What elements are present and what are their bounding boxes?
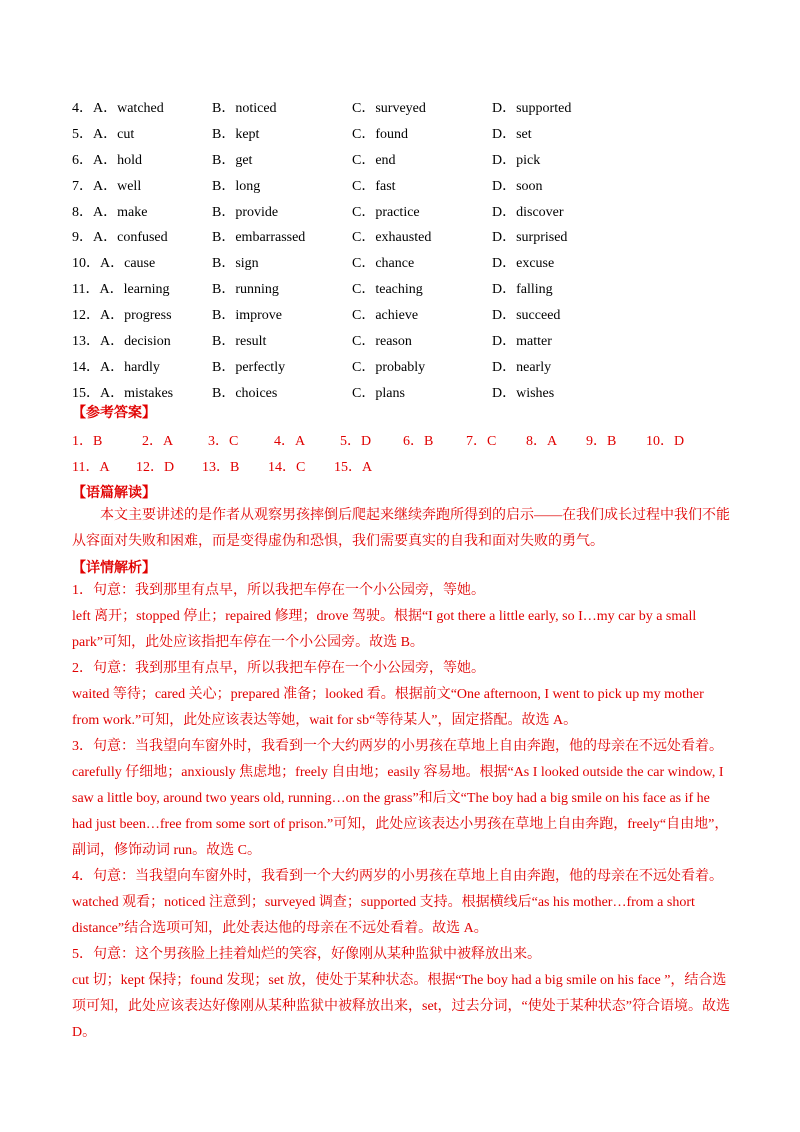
answer-item: 3．C [208, 434, 239, 449]
detail-paragraph: watched 观看；noticed 注意到；surveyed 调查；supported 支持。根据横线后“as his mother…from a short distance”结合选项可知，此处表达他的母亲在不远处看着。故选 A。 [72, 895, 695, 936]
detail-paragraph: left 离开；stopped 停止；repaired 修理；drove 驾驶。根据“I got there a little early, so I…my car by a small park”可知，此处应该指把车停在一个小公园旁。故选 B。 [72, 609, 697, 650]
answer-item: 7．C [466, 434, 497, 449]
detail-heading: 【详情解析】 [72, 561, 156, 576]
option-row: 10．A．cause B．sign C．chance D．excuse [72, 256, 555, 272]
option-row: 5．A．cut B．kept C．found D．set [72, 126, 532, 142]
answer-item: 11．A [72, 460, 110, 475]
answers-row-2 [72, 456, 372, 476]
detail-paragraph: carefully 仔细地；anxiously 焦虑地；freely 自由地；easily 容易地。根据“As I looked outside the car window, I saw a little boy, around two years old, running…on the grass”和后文“The boy had a big smile on his face as if he had just been…free from some sort of prison.”可知，此处应该表达小男孩在草地上自由奔跑，freely“自由地”，副词，修饰动词 run。故选 C。 [72, 765, 729, 858]
answer-item: 8．A [526, 434, 558, 449]
option-row: 12．A．progress B．improve C．achieve D．succeed [72, 308, 561, 324]
answer-item: 2．A [142, 434, 174, 449]
answers-row-1 [72, 430, 684, 450]
answers-heading: 【参考答案】 [72, 406, 156, 421]
detail-paragraph: waited 等待；cared 关心；prepared 准备；looked 看。根据前文“One afternoon, I went to pick up my mother from work.”可知，此处应该表达等她，wait for sb“等待某人”，固定搭配。故选 A。 [72, 687, 704, 728]
answer-item: 4．A [274, 434, 306, 449]
option-row: 9．A．confused B．embarrassed C．exhausted D．surprised [72, 230, 568, 246]
answer-item: 13．B [202, 460, 240, 475]
option-row: 4．A．watched B．noticed C．surveyed D．supported [72, 100, 572, 116]
option-row: 11．A．learning B．running C．teaching D．falling [72, 282, 553, 298]
answer-item: 1．B [72, 434, 103, 449]
answer-item: 10．D [646, 434, 685, 449]
option-row: 8．A．make B．provide C．practice D．discover [72, 204, 564, 220]
reading-heading: 【语篇解读】 [72, 486, 156, 501]
detail-paragraph: 1．句意：我到那里有点早，所以我把车停在一个小公园旁，等她。 [72, 583, 485, 598]
detail-paragraph: 3．句意：当我望向车窗外时，我看到一个大约两岁的小男孩在草地上自由奔跑，他的母亲在不远处看着。 [72, 739, 723, 754]
detail-section [72, 578, 732, 1046]
option-row: 15．A．mistakes B．choices C．plans D．wishes [72, 385, 555, 401]
detail-paragraph: 4．句意：当我望向车窗外时，我看到一个大约两岁的小男孩在草地上自由奔跑，他的母亲在不远处看着。 [72, 869, 723, 884]
reading-paragraph: 本文主要讲述的是作者从观察男孩摔倒后爬起来继续奔跑所得到的启示——在我们成长过程中我们不能从容面对失败和困难，而是变得虚伪和恐惧，我们需要真实的自我和面对失败的勇气。 [72, 508, 730, 549]
answer-item: 9．B [586, 434, 617, 449]
option-row: 13．A．decision B．result C．reason D．matter [72, 333, 552, 349]
answer-item: 12．D [136, 460, 175, 475]
detail-paragraph: 2．句意：我到那里有点早，所以我把车停在一个小公园旁，等她。 [72, 661, 485, 676]
option-row: 14．A．hardly B．perfectly C．probably D．nearly [72, 359, 552, 375]
detail-paragraph: cut 切；kept 保持；found 发现；set 放，使处于某种状态。根据“The boy had a big smile on his face ”，结合选项可知，此处应该表达好像刚从某种监狱中被释放出来，set，过去分词，“使处于某种状态”符合语境。故选 D。 [72, 973, 730, 1040]
detail-paragraph: 5．句意：这个男孩脸上挂着灿烂的笑容，好像刚从某种监狱中被释放出来。 [72, 947, 541, 962]
answer-item: 14．C [268, 460, 306, 475]
option-row: 7．A．well B．long C．fast D．soon [72, 178, 543, 194]
answer-item: 6．B [403, 434, 434, 449]
options-list [72, 94, 732, 405]
option-row: 6．A．hold B．get C．end D．pick [72, 152, 541, 168]
answer-item: 15．A [334, 460, 373, 475]
answer-item: 5．D [340, 434, 372, 449]
